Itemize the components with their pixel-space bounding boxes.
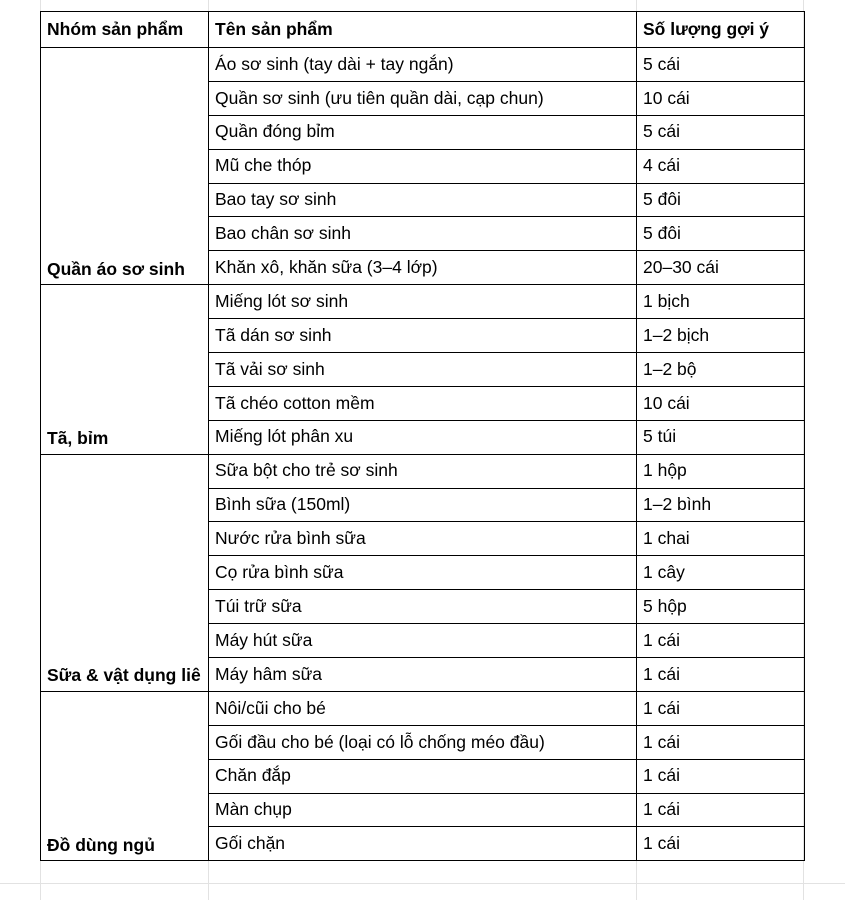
gridline-bottom (0, 883, 845, 884)
quantity-cell[interactable]: 4 cái (637, 149, 805, 183)
product-name-cell[interactable]: Cọ rửa bình sữa (209, 556, 637, 590)
product-name-cell[interactable]: Bao chân sơ sinh (209, 217, 637, 251)
header-row (41, 12, 805, 48)
quantity-cell[interactable]: 1 cái (637, 691, 805, 725)
group-name-cell[interactable]: Quần áo sơ sinh (41, 48, 209, 285)
product-name-cell[interactable]: Máy hút sữa (209, 624, 637, 658)
quantity-cell[interactable]: 5 đôi (637, 217, 805, 251)
product-name-cell[interactable]: Khăn xô, khăn sữa (3–4 lớp) (209, 251, 637, 285)
table-row (41, 454, 805, 488)
header-group[interactable]: Nhóm sản phẩm (41, 12, 209, 48)
quantity-cell[interactable]: 5 túi (637, 420, 805, 454)
product-name-cell[interactable]: Túi trữ sữa (209, 590, 637, 624)
table-row (41, 691, 805, 725)
product-name-cell[interactable]: Áo sơ sinh (tay dài + tay ngắn) (209, 48, 637, 82)
product-name-cell[interactable]: Nôi/cũi cho bé (209, 691, 637, 725)
group-name-cell[interactable]: Tã, bỉm (41, 285, 209, 454)
quantity-cell[interactable]: 1 cái (637, 827, 805, 861)
quantity-cell[interactable]: 5 cái (637, 48, 805, 82)
product-name-cell[interactable]: Miếng lót phân xu (209, 420, 637, 454)
product-name-cell[interactable]: Chăn đắp (209, 759, 637, 793)
quantity-cell[interactable]: 5 cái (637, 115, 805, 149)
table-row (41, 48, 805, 82)
group-name-cell[interactable]: Sữa & vật dụng liê (41, 454, 209, 691)
header-quantity[interactable]: Số lượng gợi ý (637, 12, 805, 48)
quantity-cell[interactable]: 1 cái (637, 624, 805, 658)
quantity-cell[interactable]: 5 đôi (637, 183, 805, 217)
quantity-cell[interactable]: 20–30 cái (637, 251, 805, 285)
quantity-cell[interactable]: 1 cái (637, 759, 805, 793)
product-name-cell[interactable]: Quần sơ sinh (ưu tiên quần dài, cạp chun) (209, 81, 637, 115)
quantity-cell[interactable]: 1 chai (637, 522, 805, 556)
product-name-cell[interactable]: Tã chéo cotton mềm (209, 386, 637, 420)
quantity-cell[interactable]: 10 cái (637, 81, 805, 115)
quantity-cell[interactable]: 1–2 bịch (637, 319, 805, 353)
quantity-cell[interactable]: 1 hộp (637, 454, 805, 488)
product-name-cell[interactable]: Tã dán sơ sinh (209, 319, 637, 353)
quantity-cell[interactable]: 5 hộp (637, 590, 805, 624)
group-name-cell[interactable]: Đồ dùng ngủ (41, 691, 209, 860)
product-name-cell[interactable]: Máy hâm sữa (209, 658, 637, 692)
product-name-cell[interactable]: Quần đóng bỉm (209, 115, 637, 149)
product-name-cell[interactable]: Sữa bột cho trẻ sơ sinh (209, 454, 637, 488)
quantity-cell[interactable]: 10 cái (637, 386, 805, 420)
quantity-cell[interactable]: 1 cái (637, 793, 805, 827)
product-name-cell[interactable]: Gối chặn (209, 827, 637, 861)
product-name-cell[interactable]: Mũ che thóp (209, 149, 637, 183)
quantity-cell[interactable]: 1 cây (637, 556, 805, 590)
quantity-cell[interactable]: 1 bịch (637, 285, 805, 319)
quantity-cell[interactable]: 1–2 bình (637, 488, 805, 522)
quantity-cell[interactable]: 1 cái (637, 658, 805, 692)
product-name-cell[interactable]: Tã vải sơ sinh (209, 353, 637, 387)
product-name-cell[interactable]: Màn chụp (209, 793, 637, 827)
product-name-cell[interactable]: Bình sữa (150ml) (209, 488, 637, 522)
product-name-cell[interactable]: Miếng lót sơ sinh (209, 285, 637, 319)
product-table (40, 11, 805, 861)
product-name-cell[interactable]: Gối đầu cho bé (loại có lỗ chống méo đầu) (209, 725, 637, 759)
product-name-cell[interactable]: Bao tay sơ sinh (209, 183, 637, 217)
header-product[interactable]: Tên sản phẩm (209, 12, 637, 48)
quantity-cell[interactable]: 1 cái (637, 725, 805, 759)
product-name-cell[interactable]: Nước rửa bình sữa (209, 522, 637, 556)
quantity-cell[interactable]: 1–2 bộ (637, 353, 805, 387)
table-row (41, 285, 805, 319)
